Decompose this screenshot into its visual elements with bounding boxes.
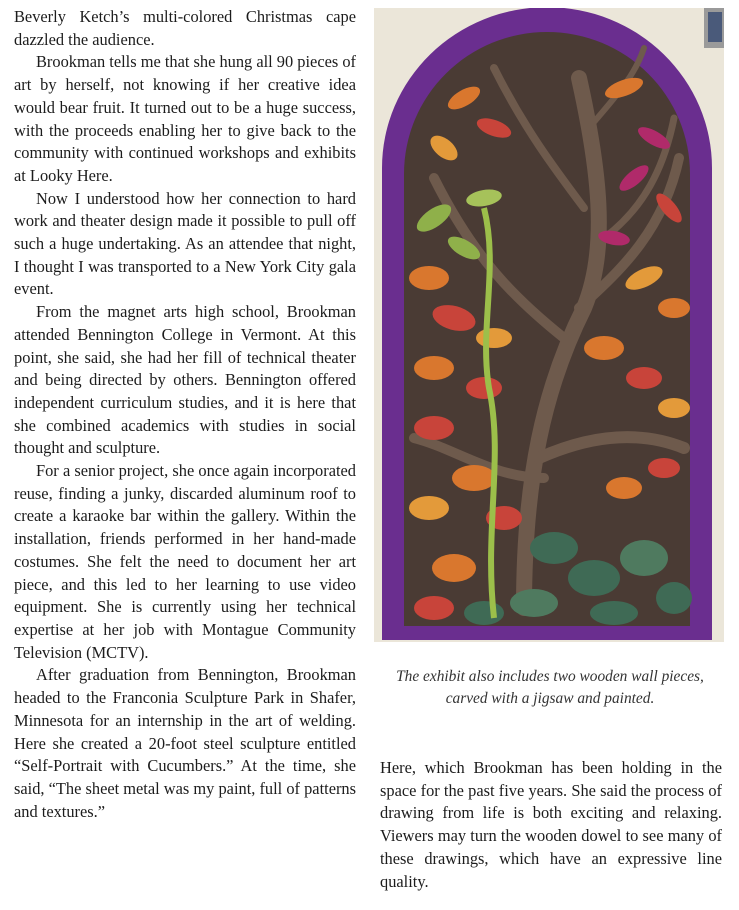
carved-wood-panel-illustration [374,8,724,642]
photo-caption: The exhibit also includes two wooden wall pieces, carved with a jigsaw and painted. [396,668,704,707]
paragraph: Beverly Ketch’s multi-colored Christmas cape dazzled the audience. [14,7,356,49]
paragraph: For a senior project, she once again incorporated reuse, finding a junky, discarded aluminum roof to create a karaoke bar within the gallery. Within the installation, friends performed in her hand-made costumes. She felt the need to document her art piece, and this led to her learning to use video equipment. She is currently using her technical expertise at her job with Montague Community Television (MCTV). [14,461,356,662]
left-column [14,6,356,823]
paragraph: From the magnet arts high school, Brookman attended Bennington College in Vermont. At this point, she said, she had her fill of technical theater and being directed by others. Bennington offered independent curriculum studies, and it is here that she combined academics with studies in social thought and sculpture. [14,302,356,458]
paragraph: Here, which Brookman has been holding in the space for the past five years. She said the process of drawing from life is both exciting and relaxing. Viewers may turn the wooden dowel to see many of these drawings, which have an expressive line quality. [380,758,722,891]
paragraph: After graduation from Bennington, Brookman headed to the Franconia Sculpture Park in Shafer, Minnesota for an internship in the art of welding. Here she created a 20-foot steel sculpture entitled “Self-Portrait with Cucumbers.” At the time, she said, “The sheet metal was my paint, full of patterns and textures.” [14,665,356,821]
paragraph: Brookman tells me that she hung all 90 pieces of art by herself, not knowing if her creative idea would bear fruit. It turned out to be a huge success, with the proceeds enabling her to give back to the community with continued workshops and exhibits at Looky Here. [14,52,357,185]
artwork-photo [374,8,724,642]
right-column [380,757,722,893]
paragraph: Now I understood how her connection to hard work and theater design made it possible to pull off such a huge undertaking. As an attendee that night, I thought I was transported to a New York City gala event. [14,188,356,299]
